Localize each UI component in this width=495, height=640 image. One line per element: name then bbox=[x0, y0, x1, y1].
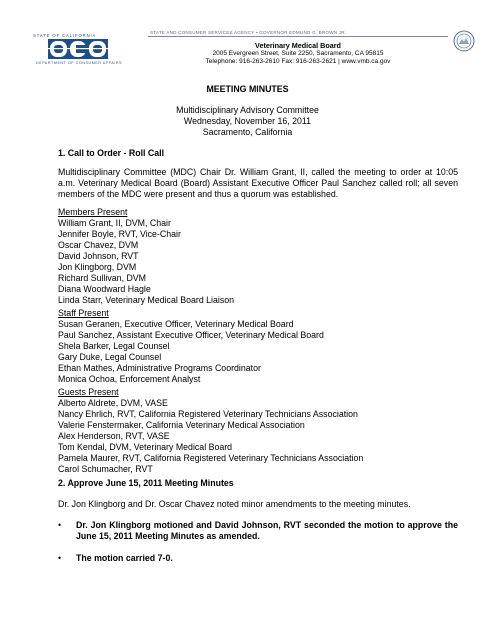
board-name: Veterinary Medical Board bbox=[255, 41, 341, 50]
guests-list bbox=[58, 398, 363, 475]
logo-state-text: STATE OF CALIFORNIA bbox=[33, 33, 97, 38]
bullet-icon: • bbox=[58, 553, 62, 563]
list-item: Jon Klingborg, DVM bbox=[58, 262, 137, 272]
list-item: Valerie Fenstermaker, California Veterinary Medical Association bbox=[58, 420, 305, 430]
list-item: Monica Ochoa, Enforcement Analyst bbox=[58, 374, 201, 384]
list-item: Paul Sanchez, Assistant Executive Officer, Veterinary Medical Board bbox=[58, 330, 324, 340]
staff-heading: Staff Present bbox=[58, 308, 109, 318]
staff-list bbox=[58, 319, 324, 385]
dca-logo bbox=[48, 39, 108, 59]
document-title: MEETING MINUTES bbox=[206, 84, 289, 94]
list-item: Nancy Ehrlich, RVT, California Registered Veterinary Technicians Association bbox=[58, 409, 358, 419]
list-item: Carol Schumacher, RVT bbox=[58, 464, 153, 474]
meeting-location: Sacramento, California bbox=[202, 127, 293, 137]
motion-bullet: Dr. Jon Klingborg motioned and David Johnson, RVT seconded the motion to approve the June 15, 2011 Meeting Minutes as amended. bbox=[76, 520, 458, 541]
bullet-icon: • bbox=[58, 520, 62, 530]
section-1-paragraph: Multidisciplinary Committee (MDC) Chair Dr. William Grant, II, called the meeting to order at 10:05 a.m. Veterinary Medical Board (Board) Assistant Executive Officer Paul Sanchez called roll; all seven members of the MDC were present and thus a quorum was established. bbox=[58, 167, 458, 199]
list-item: Linda Starr, Veterinary Medical Board Liaison bbox=[58, 295, 235, 305]
list-item: Jennifer Boyle, RVT, Vice-Chair bbox=[58, 229, 181, 239]
list-item: Alberto Aldrete, DVM, VASE bbox=[58, 398, 168, 408]
state-seal-icon bbox=[453, 30, 475, 52]
list-item: David Johnson, RVT bbox=[58, 251, 139, 261]
list-item: Alex Henderson, RVT, VASE bbox=[58, 431, 170, 441]
list-item: Richard Sullivan, DVM bbox=[58, 273, 146, 283]
agency-line: STATE AND CONSUMER SERVICES AGENCY • GOVERNOR EDMUND G. BROWN JR. bbox=[150, 30, 347, 35]
list-item: Oscar Chavez, DVM bbox=[58, 240, 139, 250]
section-1-heading: 1. Call to Order - Roll Call bbox=[58, 148, 165, 158]
list-item: Ethan Mathes, Administrative Programs Coordinator bbox=[58, 363, 261, 373]
board-telephone: Telephone: 916-263-2610 Fax: 916-263-2621 | www.vmb.ca.gov bbox=[205, 58, 391, 65]
logo-dept-text: DEPARTMENT OF CONSUMER AFFAIRS bbox=[36, 61, 123, 65]
list-item: Tom Kendal, DVM, Veterinary Medical Board bbox=[58, 442, 233, 452]
section-2-paragraph: Dr. Jon Klingborg and Dr. Oscar Chavez noted minor amendments to the meeting minutes. bbox=[58, 499, 411, 509]
board-address: 2005 Evergreen Street, Suite 2250, Sacramento, CA 95815 bbox=[212, 50, 384, 57]
letterhead-divider bbox=[148, 36, 448, 37]
list-item: Susan Geranen, Executive Officer, Veterinary Medical Board bbox=[58, 319, 294, 329]
list-item: Gary Duke, Legal Counsel bbox=[58, 352, 162, 362]
committee-name: Multidisciplinary Advisory Committee bbox=[176, 105, 319, 115]
letterhead bbox=[0, 0, 495, 80]
members-heading: Members Present bbox=[58, 207, 128, 217]
vote-bullet: The motion carried 7-0. bbox=[76, 553, 173, 563]
members-list bbox=[58, 218, 234, 306]
list-item: Diana Woodward Hagle bbox=[58, 284, 151, 294]
list-item: Pamela Maurer, RVT, California Registered Veterinary Technicians Association bbox=[58, 453, 364, 463]
list-item: Shela Barker, Legal Counsel bbox=[58, 341, 170, 351]
section-2-heading: 2. Approve June 15, 2011 Meeting Minutes bbox=[58, 478, 234, 488]
meeting-date: Wednesday, November 16, 2011 bbox=[183, 116, 312, 126]
guests-heading: Guests Present bbox=[58, 387, 119, 397]
list-item: William Grant, II, DVM, Chair bbox=[58, 218, 171, 228]
